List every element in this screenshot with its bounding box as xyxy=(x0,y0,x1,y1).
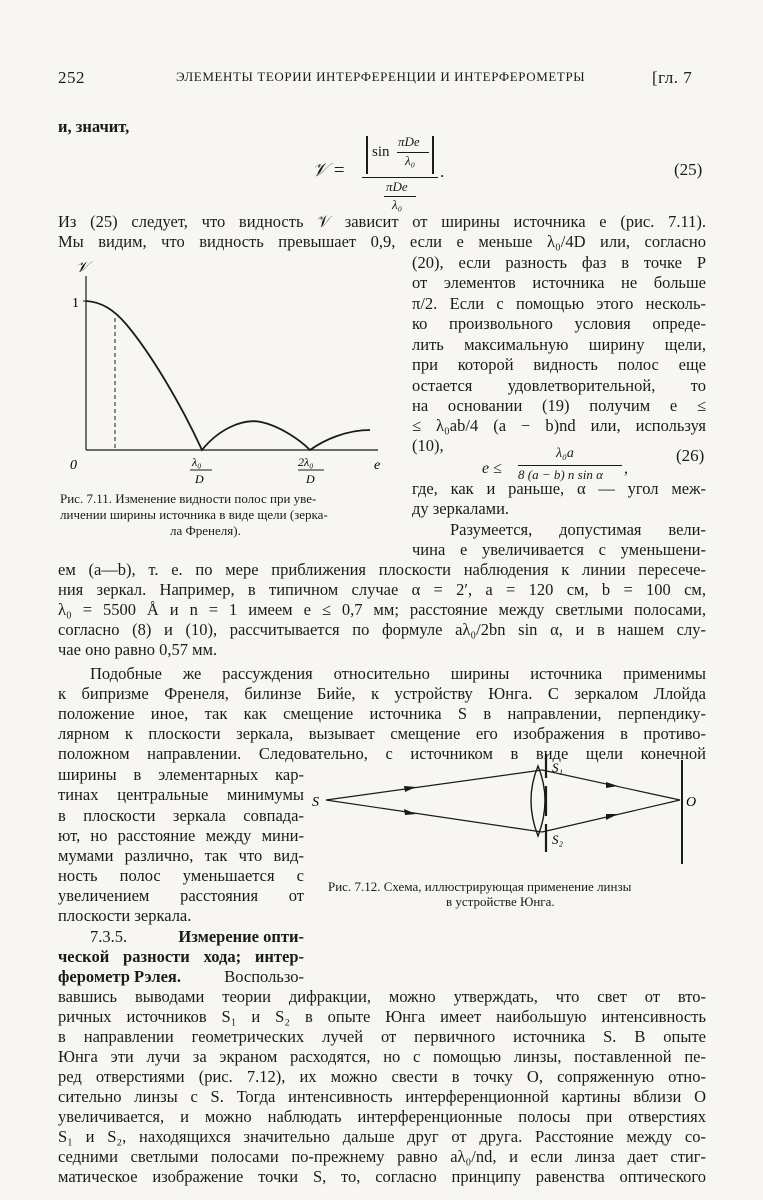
eq25-sin: sin xyxy=(372,144,390,160)
lc-line-3: в плоскости зеркала совпада- xyxy=(58,806,304,825)
fig712-caption-1: Рис. 7.12. Схема, иллюстрирующая применение линзы xyxy=(328,879,632,894)
eq25-main-bar xyxy=(362,177,438,178)
eq26-label: (26) xyxy=(676,446,705,465)
eq25-abs-left xyxy=(366,136,368,174)
fig711-origin: 0 xyxy=(70,458,77,473)
fig712-label-O: O xyxy=(686,795,697,810)
figure-7-11 xyxy=(56,258,396,488)
fig711-y-tick-label: 1 xyxy=(72,296,79,311)
fig712-arrow-3 xyxy=(606,782,618,788)
page-number: 252 xyxy=(58,68,85,87)
para4-line-8: S₁ и S₂, находящихся значительно дальше друг от друга. Расстояние между со- xyxy=(58,1127,706,1146)
lc-line-7: увеличением расстояния от xyxy=(58,886,304,905)
eq25-den-top: πDe xyxy=(386,179,408,194)
equation-25 xyxy=(312,132,712,212)
fig712-ray-top-1 xyxy=(326,770,542,800)
fig712-arrow-1 xyxy=(404,786,416,792)
lc-line-2: тинах центральные минимумы xyxy=(58,785,304,804)
eq26-lhs: e ≤ xyxy=(482,460,502,477)
intro-text: и, значит, xyxy=(58,117,130,136)
para2-line-4: согласно (8) и (10), рассчитывается по формуле aλ₀/2bn sin α, и в нашем слу- xyxy=(58,620,706,639)
eq25-label: (25) xyxy=(674,160,703,179)
chapter-label: [гл. 7 xyxy=(652,68,693,87)
section-number: 7.3.5. xyxy=(90,927,128,946)
para2-line-1: ем (a—b), т. е. по мере приближения плоскости наблюдения к линии пересече- xyxy=(58,560,706,579)
para3-line-5: положном направлении. Следовательно, с источником в виде щели конечной xyxy=(58,744,706,763)
section-title-c: ферометр Рэлея. xyxy=(58,967,181,986)
fig711-x-label: e xyxy=(374,458,381,473)
eq25-num-bot: λ₀ xyxy=(405,153,416,168)
rc-line-4: ко произвольного условия опреде- xyxy=(412,314,706,333)
fig711-caption-1: Рис. 7.11. Изменение видности полос при уве- xyxy=(60,491,317,506)
fig712-label-S2: S₂ xyxy=(552,832,564,847)
lc-line-5: мумами различно, так что вид- xyxy=(58,846,304,865)
eq26-comma: , xyxy=(624,460,628,477)
fig711-x-tick1-top: λ₀ xyxy=(192,455,202,469)
fig711-x-tick1-bot: D xyxy=(195,472,204,486)
para4-line-10: матическое изображение точки S, то, согласно принципу равенства оптического xyxy=(58,1167,706,1186)
para3-line-1: Подобные же рассуждения относительно ширины источника применимы xyxy=(90,664,706,683)
para2-line-2: ния зеркал. Например, в типичном случае α = 2′, a = 120 см, b = 100 см, xyxy=(58,580,706,599)
para3-line-4: лярном к плоскости зеркала, вызывает смещение его изображения в противо- xyxy=(58,724,706,743)
para2-line-3: λ₀ = 5500 Å и n = 1 имеем e ≤ 0,7 мм; расстояние между светлыми полосами, xyxy=(58,600,706,619)
fig711-y-label: 𝒱 xyxy=(76,260,89,276)
para1-line-1: Из (25) следует, что видность 𝒱 зависит от ширины источника e (рис. 7.11). xyxy=(58,212,706,231)
eq26-num: λ₀a xyxy=(556,446,574,461)
lc-line-6: ность полос уменьшается с xyxy=(58,866,304,885)
para3-line-3: положение иное, так как смещение источника S в направлении, перпендику- xyxy=(58,704,706,723)
figure-7-12 xyxy=(312,752,712,872)
rc2-line-4: чина e увеличивается с уменьшени- xyxy=(412,540,706,559)
para3-line-2: к бипризме Френеля, билинзе Бийе, к устройству Юнга. С зеркалом Ллойда xyxy=(58,684,706,703)
rc2-line-3: Разумеется, допустимая вели- xyxy=(450,520,706,539)
para4-line-2: ричных источников S₁ и S₂ в опыте Юнга имеет наибольшую интенсивность xyxy=(58,1007,706,1026)
eq25-den-bot: λ₀ xyxy=(392,197,403,212)
rc-line-3: π/2. Если с помощью этого несколь- xyxy=(412,294,706,313)
rc-line-9: ≤ λ₀ab/4 (a − b)nd или, используя xyxy=(412,416,706,435)
fig712-label-S: S xyxy=(312,795,319,810)
para4-line-5: ред отверстиями (рис. 7.12), их можно свести в точку O, сопряженную отно- xyxy=(58,1067,706,1086)
fig711-x-tick2-top: 2λ₀ xyxy=(298,455,314,469)
rc-line-5: лить максимальную ширину щели, xyxy=(412,335,706,354)
rc-line-1: (20), если разность фаз в точке P xyxy=(412,253,706,272)
eq25-abs-right xyxy=(432,136,434,174)
fig712-caption-2: в устройстве Юнга. xyxy=(446,894,555,909)
para4-line-3: в направлении геометрических лучей от первичного источника S. В опыте xyxy=(58,1027,706,1046)
section-heading-line-1 xyxy=(90,927,304,947)
lc-line-1: ширины в элементарных кар- xyxy=(58,765,304,784)
para4-line-4: Юнга эти лучи за экраном расходятся, но с помощью линзы, поставленной пе- xyxy=(58,1047,706,1066)
fig711-x-tick2-bot: D xyxy=(306,472,315,486)
section-cont: Воспользо- xyxy=(224,967,304,986)
running-title: ЭЛЕМЕНТЫ ТЕОРИИ ИНТЕРФЕРЕНЦИИ И ИНТЕРФЕРОМЕТРЫ xyxy=(176,69,586,84)
fig711-caption-3: ла Френеля). xyxy=(170,523,241,538)
rc-line-7: остается удовлетворительной, то xyxy=(412,376,706,395)
lc-line-8: плоскости зеркала. xyxy=(58,906,192,925)
eq26-den: 8 (a − b) n sin α xyxy=(518,467,603,482)
para4-line-7: увеличивается, и можно наблюдать интерференционные полосы при отверстиях xyxy=(58,1107,706,1126)
eq25-lhs: 𝒱 = xyxy=(312,160,346,181)
rc2-line-2: ду зеркалами. xyxy=(412,499,510,518)
fig712-ray-bot-1 xyxy=(326,800,542,832)
para1-line-2: Мы видим, что видность превышает 0,9, если e меньше λ₀/4D или, согласно xyxy=(58,232,706,251)
rc-line-8: на основании (19) получим e ≤ xyxy=(412,396,706,415)
fig711-caption-2: личении ширины источника в виде щели (зерка- xyxy=(60,507,328,522)
lc-line-4: ют, но расстояние между мини- xyxy=(58,826,304,845)
rc-line-6: при которой видность полос еще xyxy=(412,355,706,374)
rc2-line-1: где, как и раньше, α — угол меж- xyxy=(412,479,706,498)
para4-line-1: вавшись выводами теории дифракции, можно утверждать, что свет от вто- xyxy=(58,987,706,1006)
rc-line-10: (10), xyxy=(412,436,444,455)
fig712-label-S1: S₁ xyxy=(552,760,564,775)
para2-line-5: чае оно равно 0,57 мм. xyxy=(58,640,218,659)
fig712-lens xyxy=(531,766,545,836)
section-title-a: Измерение опти- xyxy=(178,927,304,946)
section-title-b: ческой разности хода; интер- xyxy=(58,947,304,966)
rc-line-2: от элементов источника не больше xyxy=(412,273,706,292)
para4-line-6: сительно линзы с S. Тогда интенсивность интерференционной картины вблизи O xyxy=(58,1087,706,1106)
section-heading-line-3 xyxy=(58,967,304,987)
eq25-num-top: πDe xyxy=(398,134,420,149)
fig711-curve xyxy=(86,301,370,450)
eq26-bar xyxy=(518,465,622,466)
fig712-arrow-2 xyxy=(404,809,416,815)
eq25-dot: . xyxy=(440,162,445,181)
para4-line-9: седними светлыми полосами по-прежнему равно aλ₀/nd, и если линза дает стиг- xyxy=(58,1147,706,1166)
